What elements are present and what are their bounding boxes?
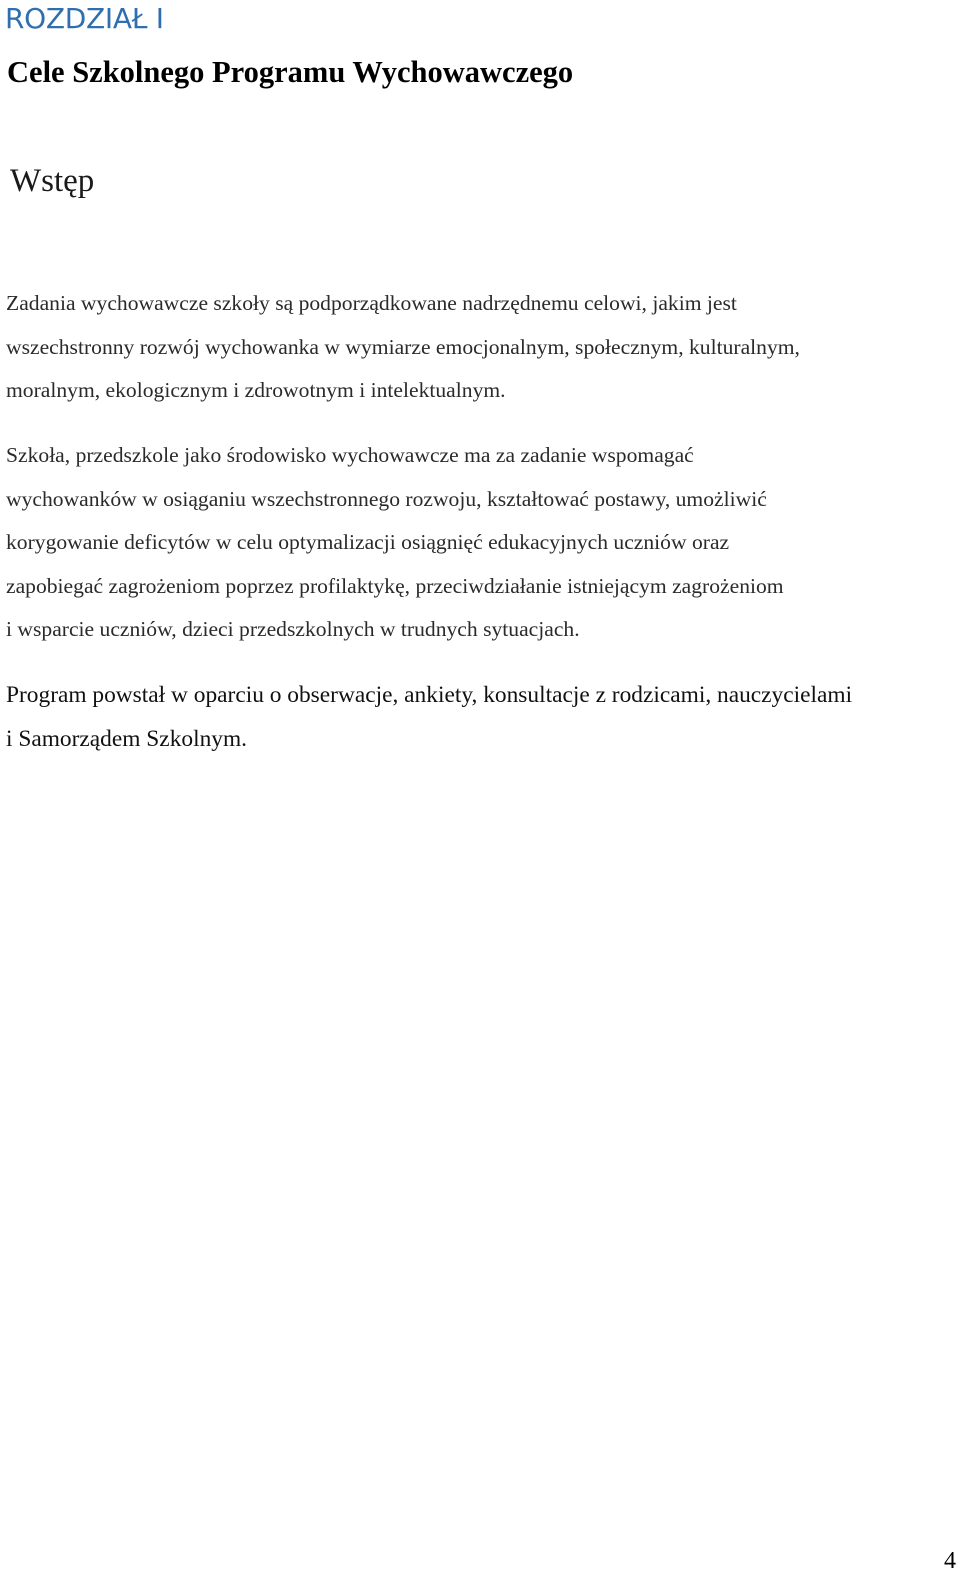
paragraph-line: Zadania wychowawcze szkoły są podporządkowane nadrzędnemu celowi, jakim jest bbox=[6, 291, 737, 315]
paragraph-line: Szkoła, przedszkole jako środowisko wychowawcze ma za zadanie wspomagać bbox=[6, 443, 694, 467]
chapter-title: Cele Szkolnego Programu Wychowawczego bbox=[7, 55, 574, 89]
paragraph-intro bbox=[6, 282, 800, 413]
chapter-label: ROZDZIAŁ I bbox=[5, 2, 164, 35]
paragraph-line: Program powstał w oparciu o obserwacje, ankiety, konsultacje z rodzicami, nauczycielami bbox=[6, 682, 853, 708]
paragraph-line: moralnym, ekologicznym i zdrowotnym i intelektualnym. bbox=[6, 378, 506, 402]
paragraph-line: zapobiegać zagrożeniom poprzez profilaktykę, przeciwdziałanie istniejącym zagrożeniom bbox=[6, 573, 784, 598]
section-heading: Wstęp bbox=[10, 163, 95, 199]
paragraph-school-role bbox=[6, 434, 784, 652]
paragraph-program-origin bbox=[6, 674, 852, 761]
paragraph-line: i wsparcie uczniów, dzieci przedszkolnych w trudnych sytuacjach. bbox=[6, 617, 580, 641]
page-number: 4 bbox=[944, 1548, 956, 1574]
paragraph-line: korygowanie deficytów w celu optymalizacji osiągnięć edukacyjnych uczniów oraz bbox=[6, 530, 730, 554]
paragraph-line: wychowanków w osiąganiu wszechstronnego rozwoju, kształtować postawy, umożliwić bbox=[6, 486, 767, 511]
paragraph-line: wszechstronny rozwój wychowanka w wymiarze emocjonalnym, społecznym, kulturalnym, bbox=[6, 334, 800, 359]
paragraph-line: i Samorządem Szkolnym. bbox=[6, 725, 248, 752]
